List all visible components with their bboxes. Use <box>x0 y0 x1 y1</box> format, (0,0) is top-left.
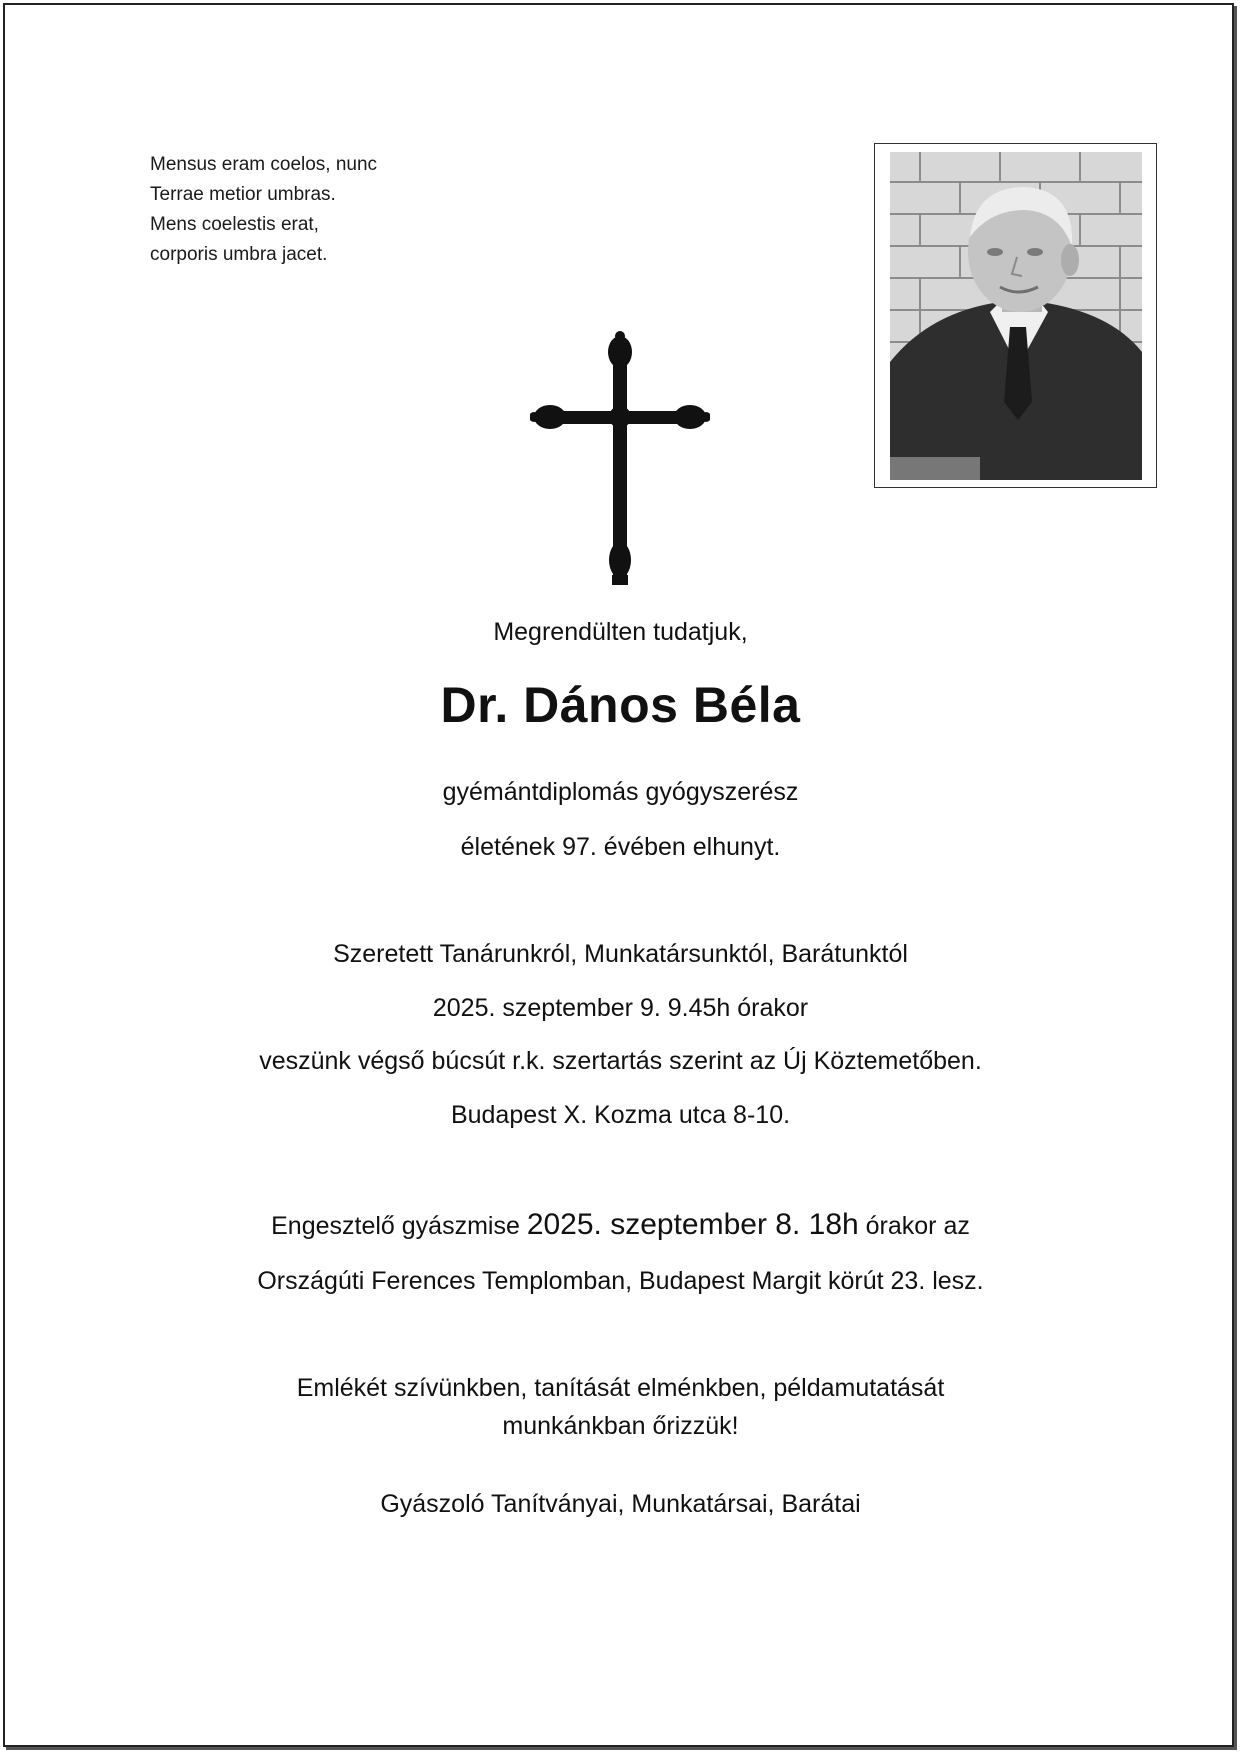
deceased-name: Dr. Dános Béla <box>440 677 801 733</box>
mass-line <box>0 1208 1241 1242</box>
age-line: életének 97. évében elhunyt. <box>460 833 781 861</box>
funeral-line: Szeretett Tanárunkról, Munkatársunktól, Barátunktól <box>333 940 908 968</box>
funeral-address: Budapest X. Kozma utca 8-10. <box>450 1101 791 1129</box>
mass-suffix: órakor az <box>858 1212 970 1240</box>
motto-line: Mensus eram coelos, nunc <box>150 154 378 175</box>
signature: Gyászoló Tanítványai, Munkatársai, Barátai <box>380 1490 861 1518</box>
cross-icon <box>530 330 710 590</box>
portrait-image <box>890 152 1142 480</box>
latin-motto <box>150 150 377 270</box>
memory-line: munkánkban őrizzük! <box>502 1412 739 1440</box>
mass-place: Országúti Ferences Templomban, Budapest Margit körút 23. lesz. <box>257 1267 984 1295</box>
mass-date: 2025. szeptember 8. 18h <box>526 1208 859 1241</box>
intro-text: Megrendülten tudatjuk, <box>493 618 748 646</box>
funeral-date: 2025. szeptember 9. 9.45h órakor <box>432 994 809 1022</box>
memory-line: Emlékét szívünkben, tanítását elménkben, példamutatását <box>296 1374 945 1402</box>
portrait-photo <box>874 143 1157 488</box>
profession: gyémántdiplomás gyógyszerész <box>442 778 799 806</box>
motto-line: Terrae metior umbras. <box>150 184 336 205</box>
mass-prefix: Engesztelő gyászmise <box>271 1212 527 1240</box>
motto-line: corporis umbra jacet. <box>150 244 328 265</box>
motto-line: Mens coelestis erat, <box>150 214 319 235</box>
funeral-place: veszünk végső búcsút r.k. szertartás szerint az Új Köztemetőben. <box>259 1047 982 1075</box>
